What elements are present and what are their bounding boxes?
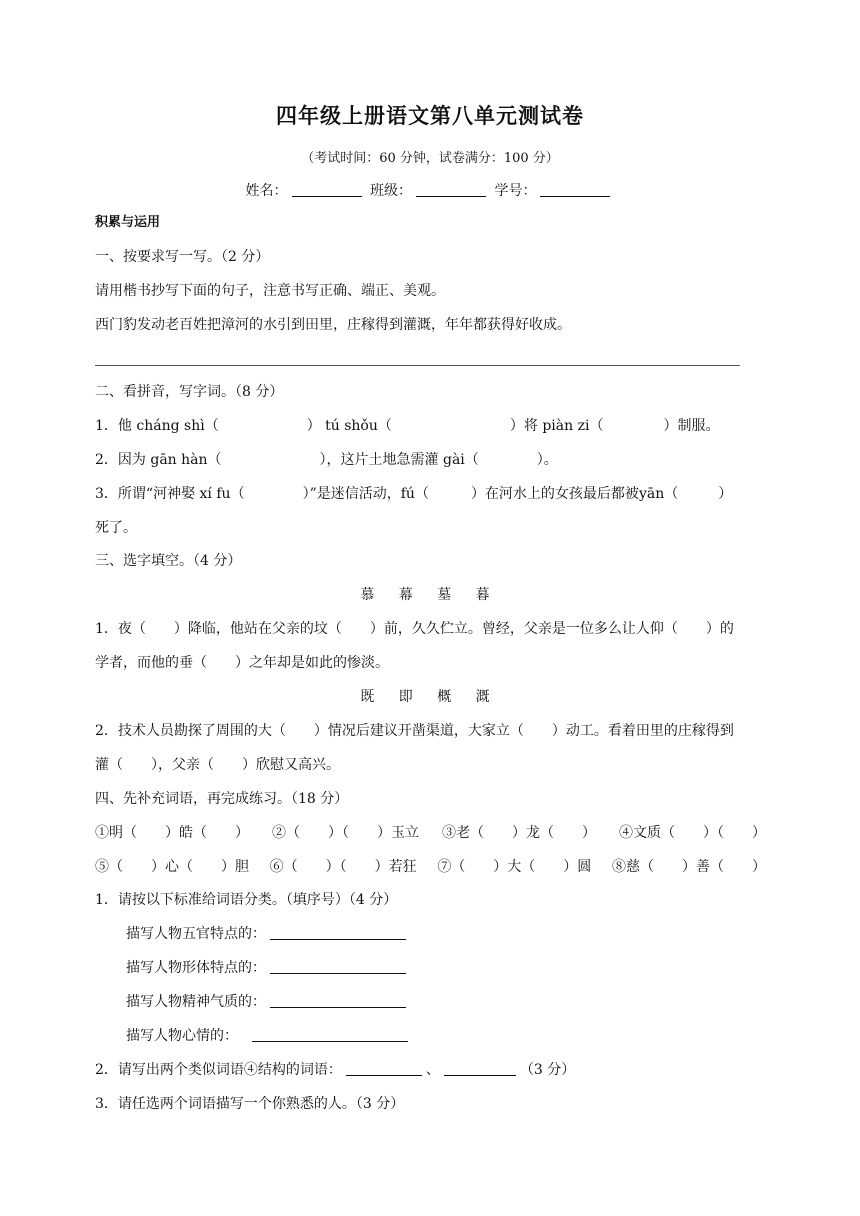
- student-info-line: [0, 180, 860, 200]
- exam-subtitle: （考试时间：60 分钟，试卷满分：100 分）: [301, 151, 559, 166]
- idiom-item[interactable]: ①明（ ）皓（ ）: [95, 825, 249, 841]
- q3-sentence-1b: 学者，而他的垂（ ）之年却是如此的惨淡。: [95, 655, 389, 671]
- q4-idiom-row-1: [95, 823, 766, 843]
- q4-category-2: [126, 958, 766, 978]
- points-note: （3 分）: [519, 1062, 576, 1078]
- idiom-item[interactable]: ④文质（ ）（ ）: [619, 825, 766, 841]
- text-segment: 在河水上的女孩最后都被: [484, 486, 639, 502]
- pinyin: gān hàn: [150, 452, 208, 468]
- idiom-item[interactable]: ⑤（ ）心（ ）胆: [95, 859, 249, 875]
- q2-item-2: 2．因为 gān hàn（ ），这片土地急需灌 gài（ ）。: [95, 452, 558, 468]
- idiom-item[interactable]: ⑥（ ）（ ）若狂: [269, 859, 417, 875]
- q4-category-1: [126, 924, 766, 944]
- q2-title: 二、看拼音，写字词。（8 分）: [95, 384, 284, 400]
- q2-3-number: 3．所谓“河神娶: [95, 486, 196, 502]
- idiom-item[interactable]: ⑧慈（ ）善（ ）: [611, 859, 766, 875]
- q4-sub2: [95, 1060, 766, 1080]
- pinyin: fú: [400, 486, 415, 502]
- q4-title: 四、先补充词语，再完成练习。（18 分）: [95, 791, 349, 807]
- q2-1-number: 1．他: [95, 418, 132, 434]
- pinyin: xí fu: [199, 486, 231, 502]
- name-label: 姓名：: [245, 183, 288, 199]
- q3-sentence-2b: 灌（ ），父亲（ ）欣慰又高兴。: [95, 757, 340, 773]
- category-label: 描写人物五官特点的：: [126, 926, 266, 942]
- q3-title: 三、选字填空。（4 分）: [95, 553, 242, 569]
- category-label: 描写人物形体特点的：: [126, 960, 266, 976]
- separator: 、: [425, 1062, 440, 1078]
- text-segment: ，这片土地急需灌: [326, 452, 439, 468]
- pinyin: yān: [638, 486, 665, 502]
- q2-item-3-cont: 死了。: [95, 520, 137, 536]
- idiom-item[interactable]: ⑦（ ）大（ ）圆: [437, 859, 592, 875]
- section-heading: 积累与运用: [95, 215, 161, 230]
- name-field[interactable]: [292, 182, 362, 197]
- id-field[interactable]: [540, 182, 610, 197]
- answer-blank[interactable]: [444, 1061, 516, 1076]
- q3-char-group-2: 既 即 概 溉: [360, 689, 500, 705]
- q4-sub3: 3．请任选两个词语描写一个你熟悉的人。（3 分）: [95, 1096, 405, 1112]
- pinyin: piàn zi: [542, 418, 590, 434]
- q4-sub1: 1．请按以下标准给词语分类。（填序号）（4 分）: [95, 892, 398, 908]
- q3-sentence-2a: 2．技术人员勘探了周围的大（ ）情况后建议开凿渠道，大家立（ ）动工。看着田里的庄稼得到: [95, 723, 734, 739]
- q4-idiom-row-2: [95, 857, 766, 877]
- q1-answer-line[interactable]: [95, 365, 740, 366]
- q3-char-group-1: 慕 幕 墓 暮: [360, 587, 500, 603]
- pinyin: gài: [442, 452, 465, 468]
- category-answer[interactable]: [270, 993, 406, 1008]
- class-label: 班级：: [370, 183, 412, 199]
- idiom-item[interactable]: ③老（ ）龙（ ）: [442, 825, 596, 841]
- pinyin: cháng shì: [136, 418, 205, 434]
- text-segment: ”是迷信活动，: [309, 486, 401, 502]
- text-segment: 。: [543, 452, 558, 468]
- category-answer[interactable]: [270, 925, 406, 940]
- question-text: 2．请写出两个类似词语④结构的词语：: [95, 1062, 342, 1078]
- q4-category-3: [126, 992, 766, 1012]
- q2-item-3: 3．所谓“河神娶 xí fu（ ）”是迷信活动，fú（ ）在河水上的女孩最后都被yān（ ）: [95, 486, 733, 502]
- q1-sentence: 西门豹发动老百姓把漳河的水引到田里，庄稼得到灌溉，年年都获得好收成。: [95, 317, 571, 333]
- class-field[interactable]: [416, 182, 486, 197]
- q1-title: 一、按要求写一写。（2 分）: [95, 249, 270, 265]
- id-label: 学号：: [494, 183, 537, 199]
- idiom-item[interactable]: ②（ ）（ ）玉立: [272, 825, 419, 841]
- category-label: 描写人物精神气质的：: [126, 994, 266, 1010]
- q4-category-4: [126, 1026, 766, 1046]
- answer-blank[interactable]: [346, 1061, 422, 1076]
- category-answer[interactable]: [270, 959, 406, 974]
- category-answer[interactable]: [252, 1027, 408, 1042]
- q2-2-number: 2．因为: [95, 452, 146, 468]
- page-title: 四年级上册语文第八单元测试卷: [276, 103, 584, 128]
- category-label: 描写人物心情的：: [126, 1028, 238, 1044]
- text-segment: 制服。: [677, 418, 720, 434]
- q1-instruction: 请用楷书抄写下面的句子，注意书写正确、端正、美观。: [95, 283, 445, 299]
- q2-item-1: 1．他 cháng shì（ ） tú shǒu（ ）将 piàn zi（ ）制服。: [95, 418, 720, 434]
- text-segment: 将: [523, 418, 538, 434]
- pinyin: tú shǒu: [325, 418, 378, 434]
- q3-sentence-1a: 1．夜（ ）降临，他站在父亲的坟（ ）前，久久伫立。曾经，父亲是一位多么让人仰（ ）的: [95, 621, 734, 637]
